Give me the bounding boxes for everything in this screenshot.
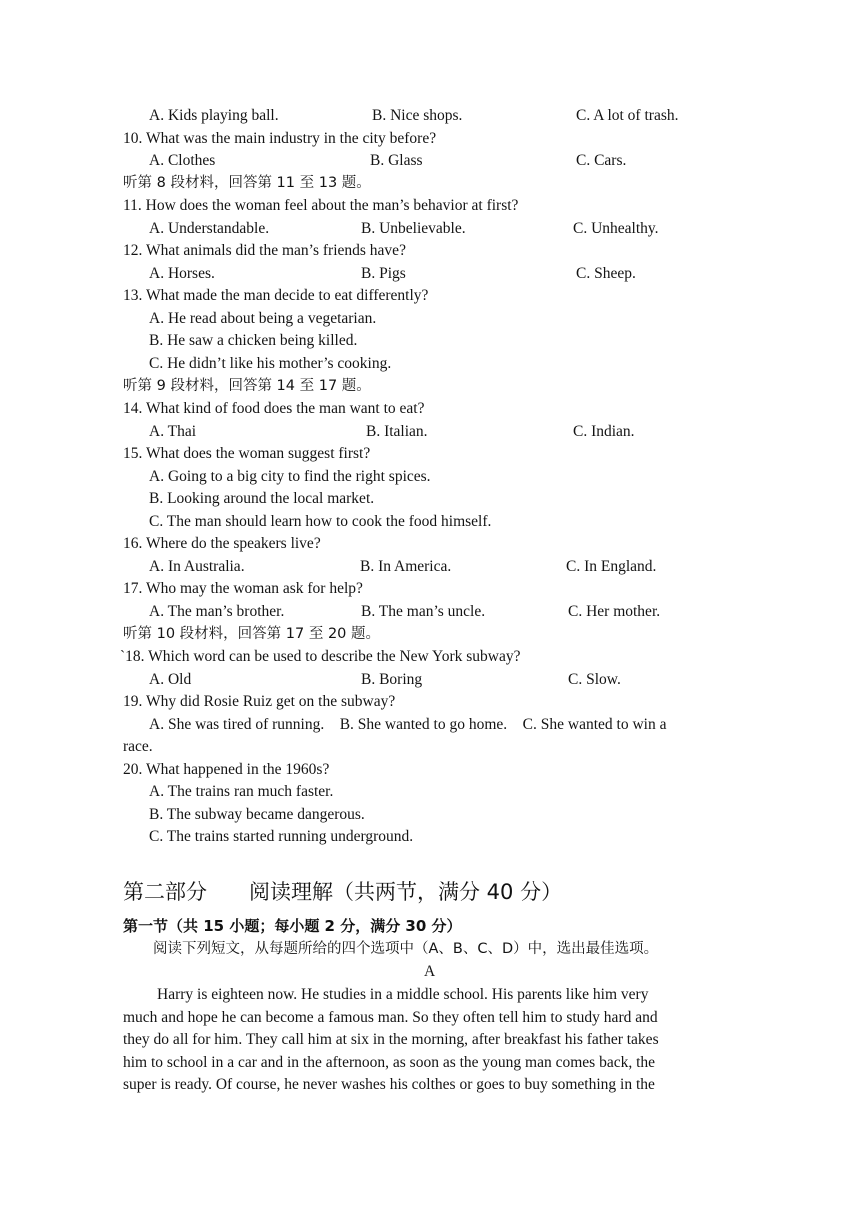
q14-question: 14. What kind of food does the man want to eat? (123, 400, 425, 417)
q18-question: `18. Which word can be used to describe the New York subway? (120, 648, 521, 665)
q11-option-c: C. Unhealthy. (573, 220, 659, 237)
q9-option-a: A. Kids playing ball. (149, 107, 279, 124)
q12-question: 12. What animals did the man’s friends have? (123, 242, 406, 259)
q15-question: 15. What does the woman suggest first? (123, 445, 371, 462)
q16-question: 16. Where do the speakers live? (123, 535, 321, 552)
q19-options: A. She was tired of running. B. She wanted to go home. C. She wanted to win a (149, 716, 667, 733)
q14-option-a: A. Thai (149, 423, 197, 440)
q18-option-a: A. Old (149, 671, 192, 688)
q17-option-b: B. The man’s uncle. (361, 603, 486, 620)
q18-option-b: B. Boring (361, 671, 423, 688)
passage-line: him to school in a car and in the afternoon, as soon as the young man comes back, the (123, 1054, 656, 1071)
passage-label: A (424, 963, 436, 980)
q10-option-c: C. Cars. (576, 152, 627, 169)
q14-option-b: B. Italian. (366, 423, 428, 440)
q10-option-b: B. Glass (370, 152, 423, 169)
q15-option-c: C. The man should learn how to cook the food himself. (149, 513, 492, 530)
q12-option-b: B. Pigs (361, 265, 406, 282)
q12-option-c: C. Sheep. (576, 265, 636, 282)
q13-question: 13. What made the man decide to eat differently? (123, 287, 429, 304)
passage-line: much and hope he can become a famous man. So they often tell him to study hard and (123, 1009, 658, 1026)
q17-question: 17. Who may the woman ask for help? (123, 580, 363, 597)
q11-option-a: A. Understandable. (149, 220, 270, 237)
q17-option-c: C. Her mother. (568, 603, 661, 620)
q16-option-b: B. In America. (360, 558, 452, 575)
q15-option-a: A. Going to a big city to find the right spices. (149, 468, 431, 485)
q18-option-c: C. Slow. (568, 671, 621, 688)
passage-line: super is ready. Of course, he never washes his colthes or goes to buy something in the (123, 1076, 655, 1093)
q20-option-b: B. The subway became dangerous. (149, 806, 365, 823)
q9-option-c: C. A lot of trash. (576, 107, 679, 124)
q13-option-a: A. He read about being a vegetarian. (149, 310, 377, 327)
q11-question: 11. How does the woman feel about the man’s behavior at first? (123, 197, 519, 214)
section-one-heading: 第一节（共 15 小题；每小题 2 分，满分 30 分） (123, 917, 462, 935)
q13-option-b: B. He saw a chicken being killed. (149, 332, 358, 349)
section-10-heading: 听第 10 段材料，回答第 17 至 20 题。 (123, 626, 381, 642)
q10-option-a: A. Clothes (149, 152, 216, 169)
q17-option-a: A. The man’s brother. (149, 603, 285, 620)
reading-instruction: 阅读下列短文，从每题所给的四个选项中（A、B、C、D）中，选出最佳选项。 (153, 941, 659, 957)
q12-option-a: A. Horses. (149, 265, 215, 282)
q15-option-b: B. Looking around the local market. (149, 490, 375, 507)
section-9-heading: 听第 9 段材料，回答第 14 至 17 题。 (123, 378, 371, 394)
q20-question: 20. What happened in the 1960s? (123, 761, 330, 778)
q11-option-b: B. Unbelievable. (361, 220, 466, 237)
q20-option-a: A. The trains ran much faster. (149, 783, 334, 800)
section-8-heading: 听第 8 段材料，回答第 11 至 13 题。 (123, 175, 371, 191)
passage-line: Harry is eighteen now. He studies in a middle school. His parents like him very (157, 986, 649, 1003)
q9-option-b: B. Nice shops. (372, 107, 463, 124)
q10-question: 10. What was the main industry in the city before? (123, 130, 437, 147)
q19-question: 19. Why did Rosie Ruiz get on the subway? (123, 693, 396, 710)
q13-option-c: C. He didn’t like his mother’s cooking. (149, 355, 392, 372)
q19-options-continued: race. (123, 738, 153, 755)
q14-option-c: C. Indian. (573, 423, 635, 440)
passage-line: they do all for him. They call him at six in the morning, after breakfast his father takes (123, 1031, 659, 1048)
q20-option-c: C. The trains started running underground. (149, 828, 414, 845)
q16-option-c: C. In England. (566, 558, 657, 575)
part-two-heading: 第二部分 阅读理解（共两节，满分 40 分） (123, 880, 563, 904)
q16-option-a: A. In Australia. (149, 558, 245, 575)
